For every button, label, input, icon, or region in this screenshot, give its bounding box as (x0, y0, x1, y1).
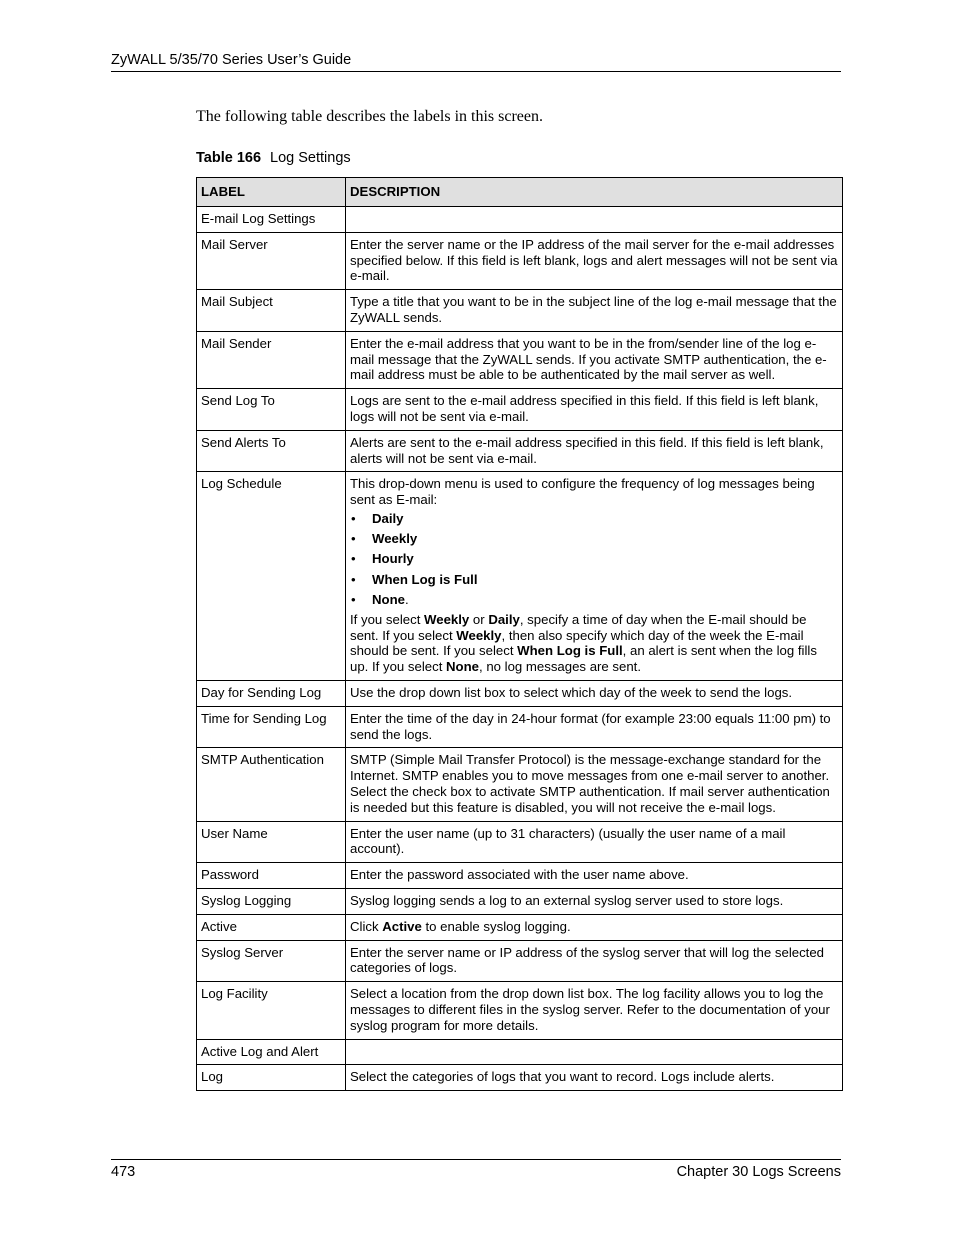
table-row (197, 207, 843, 233)
row-description: Use the drop down list box to select which day of the week to send the logs. (346, 681, 843, 707)
row-description (346, 207, 843, 233)
log-schedule-note: If you select Weekly or Daily, specify a time of day when the E-mail should be sent. If you select Weekly, then also specify which day of the week the E-mail should be sent. If you select When Log is Full, an alert is sent when the log fills up. If you select None, no log messages are sent. (350, 611, 817, 675)
option-none: None (372, 591, 405, 607)
log-schedule-intro: This drop-down menu is used to configure the frequency of log messages being sent as E-mail: (350, 476, 815, 508)
row-label: Mail Server (197, 232, 346, 289)
table-row (197, 821, 843, 863)
table-number: Table 166 (196, 150, 262, 166)
list-item: • None. (350, 592, 838, 608)
table-title: Log Settings (270, 150, 351, 166)
table-row (197, 748, 843, 821)
header-label: LABEL (197, 178, 346, 207)
running-header (111, 51, 841, 72)
row-label: Mail Subject (197, 290, 346, 332)
row-description: Type a title that you want to be in the subject line of the log e-mail message that the ZyWALL sends. (346, 290, 843, 332)
table-row (197, 430, 843, 472)
list-item (350, 551, 838, 567)
option-weekly: Weekly (372, 531, 418, 547)
table-row (197, 940, 843, 982)
schedule-options-list (350, 511, 838, 608)
smtp-description: SMTP (Simple Mail Transfer Protocol) is the message-exchange standard for the Internet. SMTP enables you to move messages from one e-mail server to another. (350, 752, 830, 784)
row-label: Send Log To (197, 389, 346, 431)
table-row (197, 681, 843, 707)
row-description: Enter the time of the day in 24-hour format (for example 23:00 equals 11:00 pm) to send the logs. (346, 706, 843, 748)
row-label: Send Alerts To (197, 430, 346, 472)
table-row (197, 331, 843, 388)
row-description: Logs are sent to the e-mail address specified in this field. If this field is left blank, logs will not be sent via e-mail. (346, 389, 843, 431)
row-description: Click Active to enable syslog logging. (346, 914, 843, 940)
log-settings-table (196, 177, 843, 1091)
row-description: Enter the server name or the IP address of the mail server for the e-mail addresses specified below. If this field is left blank, logs and alert messages will not be sent via e-mail. (346, 232, 843, 289)
table-row (197, 982, 843, 1039)
table-row (197, 1039, 843, 1065)
chapter-title: Chapter 30 Logs Screens (676, 1164, 841, 1180)
option-when-log-is-full: When Log is Full (372, 571, 478, 587)
row-description (346, 472, 843, 681)
table-row (197, 706, 843, 748)
option-hourly: Hourly (372, 551, 414, 567)
row-label: Password (197, 863, 346, 889)
smtp-description-extra: Select the check box to activate SMTP authentication. If mail server authentication is needed but this feature is disabled, you will not receive the e-mail logs. (350, 784, 830, 815)
intro-paragraph: The following table describes the labels in this screen. (196, 108, 544, 125)
table-row (197, 290, 843, 332)
row-label: Log Schedule (197, 472, 346, 681)
row-label: E-mail Log Settings (197, 207, 346, 233)
row-description: Select a location from the drop down list box. The log facility allows you to log the messages to different files in the syslog server. Refer to the documentation of your syslog program for more details. (346, 982, 843, 1039)
row-description (346, 748, 843, 821)
table-row (197, 389, 843, 431)
row-label: Log Facility (197, 982, 346, 1039)
table-header-row (197, 178, 843, 207)
table-caption (196, 149, 351, 167)
guide-title: ZyWALL 5/35/70 Series User’s Guide (111, 52, 352, 68)
row-label: Mail Sender (197, 331, 346, 388)
row-label: Active (197, 914, 346, 940)
table-row (197, 889, 843, 915)
table-row (197, 232, 843, 289)
table-row (197, 1065, 843, 1091)
row-description: Syslog logging sends a log to an external syslog server used to store logs. (346, 889, 843, 915)
table-row (197, 472, 843, 681)
row-label: Time for Sending Log (197, 706, 346, 748)
page-number: 473 (111, 1164, 136, 1180)
table-row (197, 863, 843, 889)
row-label: SMTP Authentication (197, 748, 346, 821)
row-label: Day for Sending Log (197, 681, 346, 707)
page-footer (111, 1159, 841, 1181)
row-description: Alerts are sent to the e-mail address specified in this field. If this field is left blank, alerts will not be sent via e-mail. (346, 430, 843, 472)
list-item (350, 572, 838, 588)
row-label: User Name (197, 821, 346, 863)
row-description: Enter the server name or IP address of the syslog server that will log the selected categories of logs. (346, 940, 843, 982)
row-description (346, 1039, 843, 1065)
option-daily: Daily (372, 510, 404, 526)
row-description: Enter the password associated with the user name above. (346, 863, 843, 889)
row-label: Active Log and Alert (197, 1039, 346, 1065)
row-label: Syslog Logging (197, 889, 346, 915)
row-label: Syslog Server (197, 940, 346, 982)
row-description: Enter the user name (up to 31 characters) (usually the user name of a mail account). (346, 821, 843, 863)
row-description: Enter the e-mail address that you want to be in the from/sender line of the log e-mail message that the ZyWALL sends. If you activate SMTP authentication, the e-mail address must be able to be authenticated by the mail server as well. (346, 331, 843, 388)
header-description: DESCRIPTION (346, 178, 843, 207)
row-description: Select the categories of logs that you want to record. Logs include alerts. (346, 1065, 843, 1091)
table-row (197, 914, 843, 940)
list-item (350, 531, 838, 547)
row-label: Log (197, 1065, 346, 1091)
list-item (350, 511, 838, 527)
